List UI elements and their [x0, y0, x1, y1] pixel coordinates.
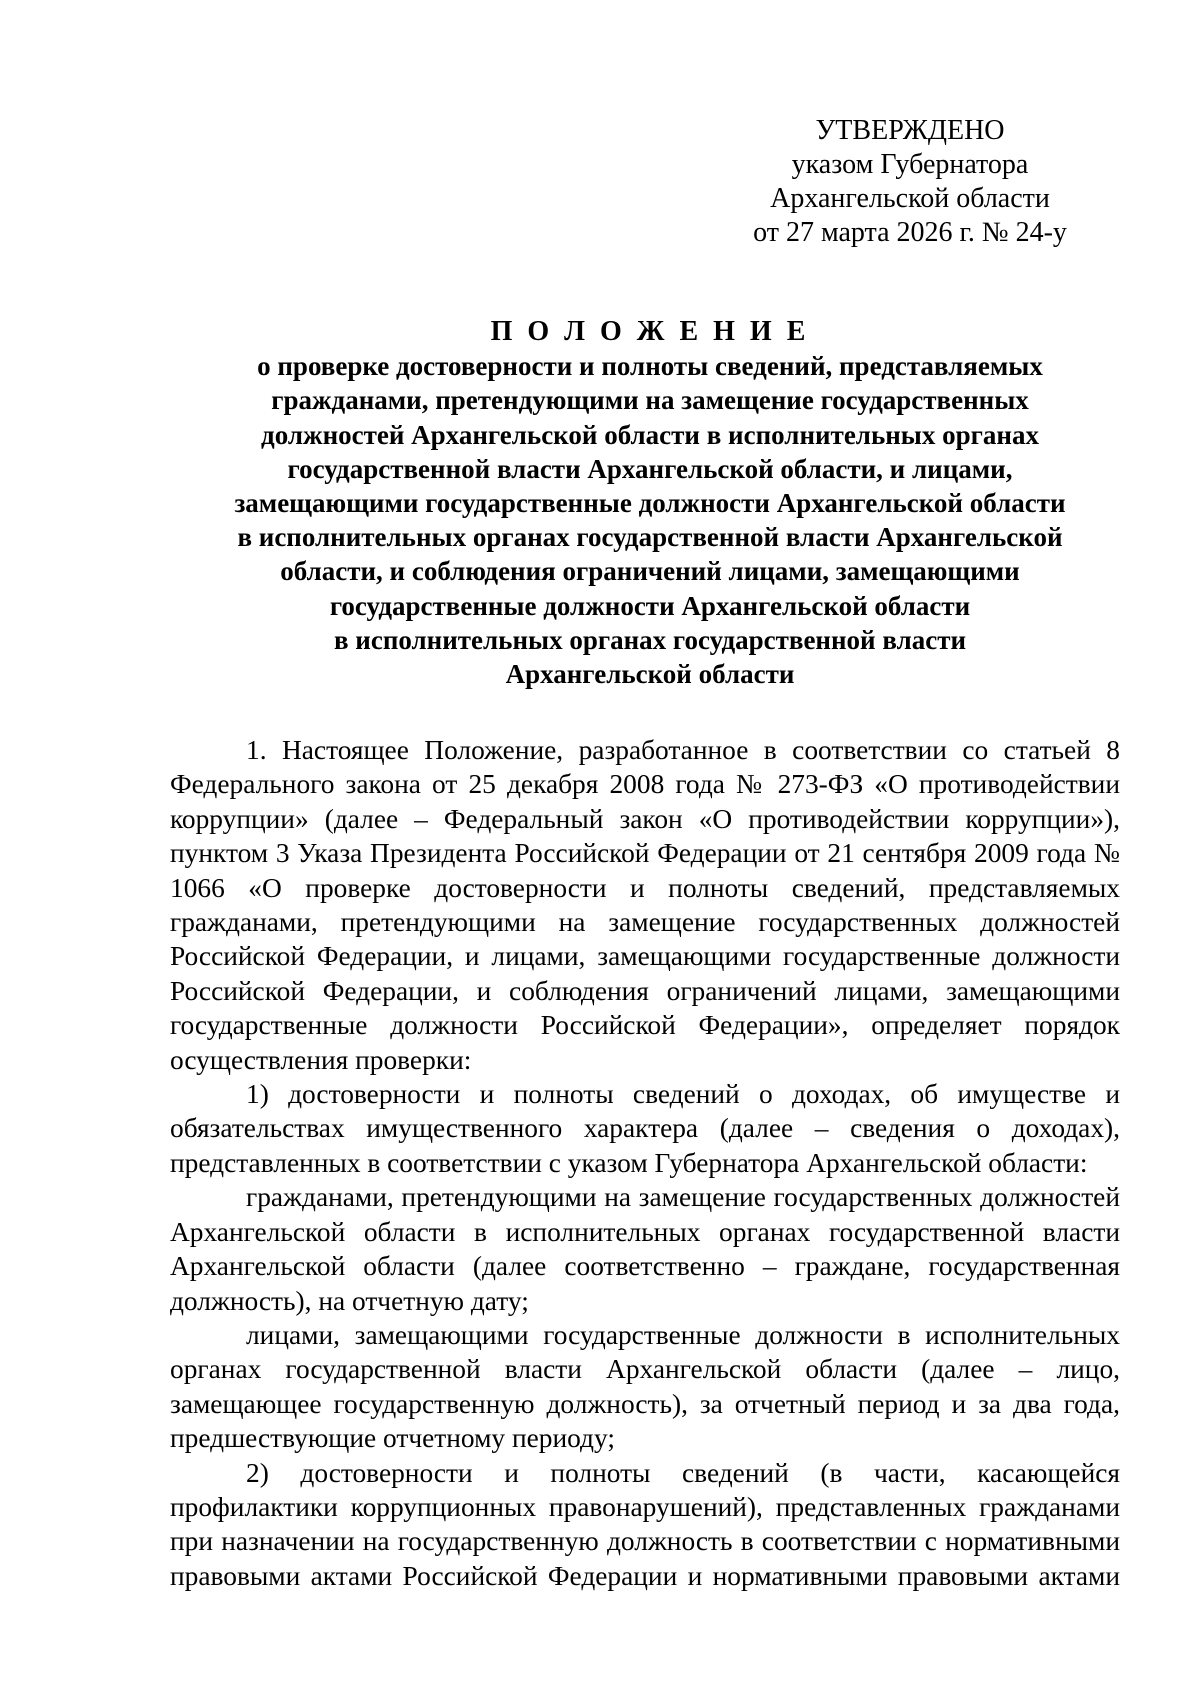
body-paragraph: лицами, замещающими государственные должности в исполнительных органах государственной власти Архангельской области (далее – лицо, замещающее государственную должность), за отчетный период и за два года, предшествующие отчетному периоду;: [170, 1319, 1120, 1454]
body-paragraph: 2) достоверности и полноты сведений (в части, касающейся профилактики коррупционных правонарушений), представленных гражданами при назначении на государственную должность в соответствии с нормативными правовыми актами Российской Федерации и нормативными правовыми актами: [170, 1457, 1120, 1591]
title-line: области, и соблюдения ограничений лицами, замещающими: [280, 556, 1020, 587]
document-title: П О Л О Ж Е Н И Е: [490, 316, 810, 347]
document-body: [170, 733, 1120, 1593]
title-line: в исполнительных органах государственной власти Архангельской: [237, 522, 1063, 553]
document-title-block: [170, 315, 1130, 691]
approval-line-2: указом Губернатора: [791, 149, 1029, 180]
title-line: замещающими государственные должности Архангельской области: [234, 488, 1066, 519]
body-paragraph: гражданами, претендующими на замещение государственных должностей Архангельской области в исполнительных органах государственной власти Архангельской области (далее соответственно – граждане, государственная должность), на отчетную дату;: [170, 1182, 1120, 1316]
approval-line-1: УТВЕРЖДЕНО: [815, 115, 1005, 146]
title-line: Архангельской области: [505, 659, 795, 690]
title-line: в исполнительных органах государственной власти: [333, 624, 967, 655]
approval-line-3: Архангельской области: [770, 183, 1050, 214]
approval-line-4: от 27 марта 2026 г. № 24-у: [753, 217, 1067, 248]
title-line: государственные должности Архангельской области: [329, 590, 971, 621]
title-line: о проверке достоверности и полноты сведений, представляемых: [257, 351, 1043, 382]
approval-stamp: [740, 114, 1080, 250]
body-paragraph: 1. Настоящее Положение, разработанное в соответствии со статьей 8 Федерального закона от 25 декабря 2008 года № 273-ФЗ «О противодействии коррупции» (далее – Федеральный закон «О противодействии коррупции»), пунктом 3 Указа Президента Российской Федерации от 21 сентября 2009 года № 1066 «О проверке достоверности и полноты сведений, представляемых гражданами, претендующими на замещение государственных должностей Российской Федерации, и лицами, замещающими государственные должности Российской Федерации, и соблюдения ограничений лицами, замещающими государственные должности Российской Федерации», определяет порядок осуществления проверки:: [170, 735, 1120, 1075]
title-line: должностей Архангельской области в исполнительных органах: [261, 419, 1039, 450]
body-paragraph: 1) достоверности и полноты сведений о доходах, об имуществе и обязательствах имущественного характера (далее – сведения о доходах), представленных в соответствии с указом Губернатора Архангельской области:: [170, 1079, 1120, 1178]
title-line: государственной власти Архангельской области, и лицами,: [287, 453, 1013, 484]
title-line: гражданами, претендующими на замещение государственных: [271, 385, 1029, 416]
